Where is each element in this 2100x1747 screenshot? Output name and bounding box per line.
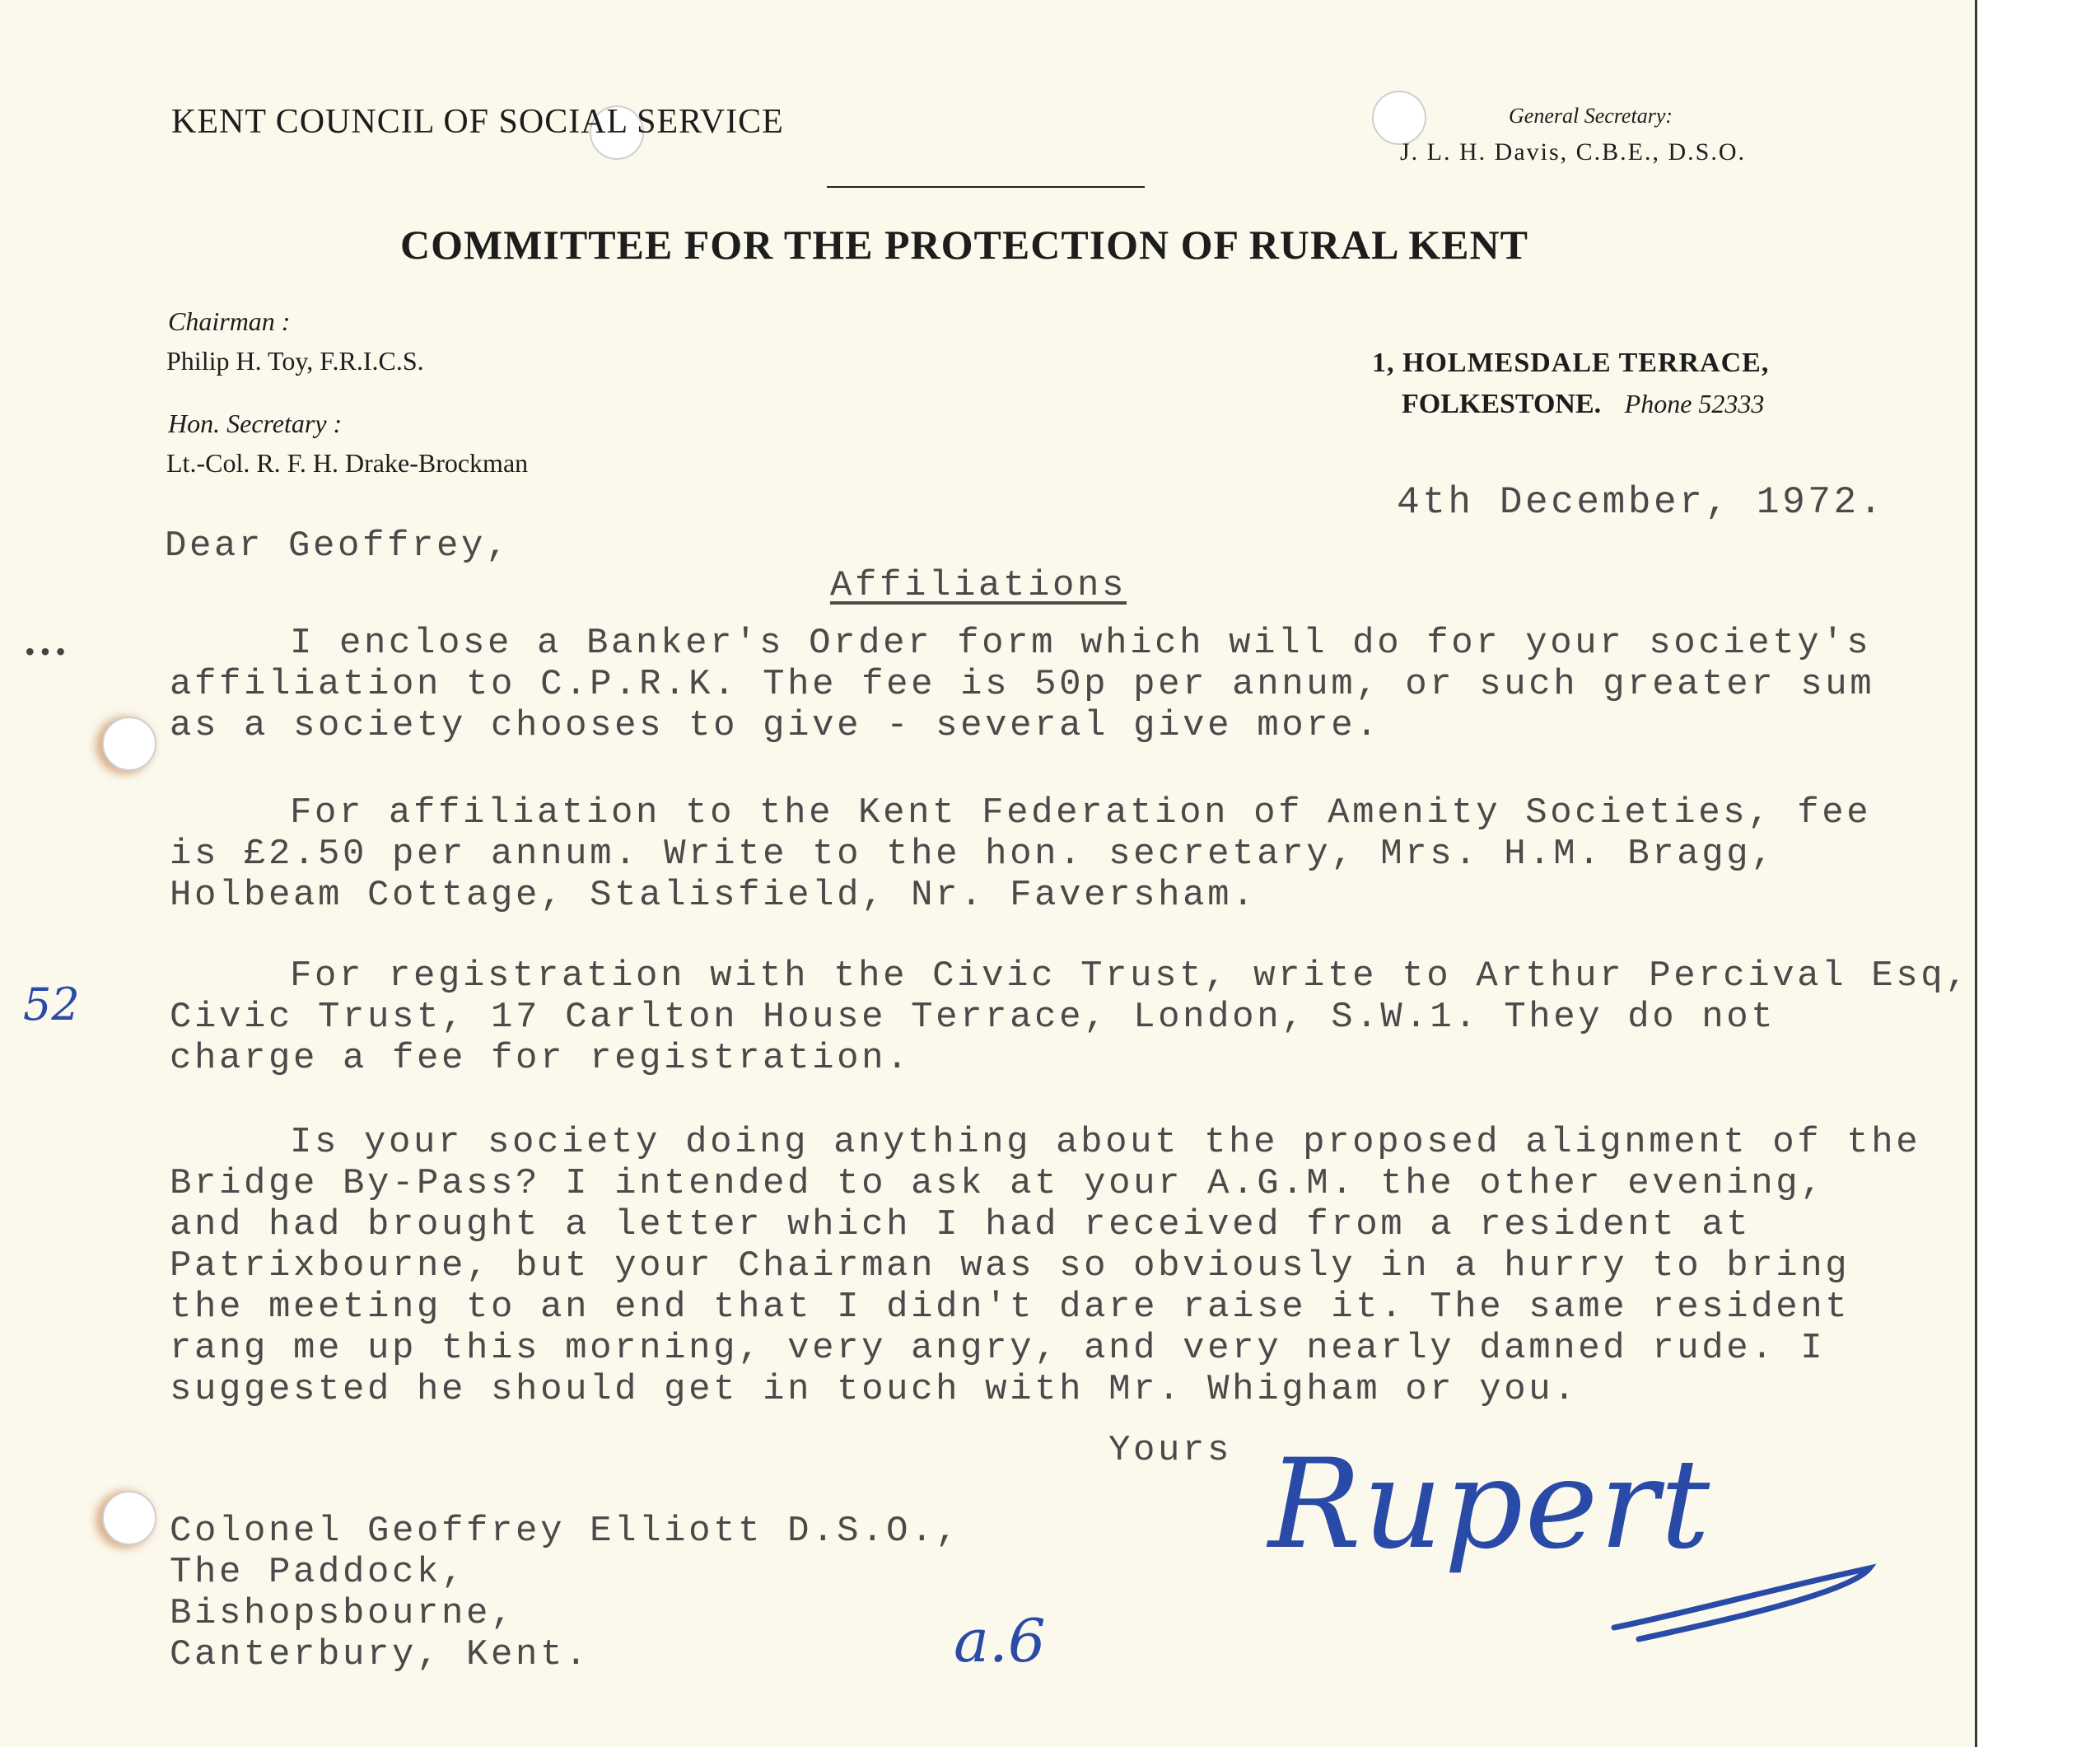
paragraph-3 — [170, 955, 1970, 1079]
paragraph-2 — [170, 792, 1871, 916]
punch-hole-top-right — [1372, 91, 1426, 145]
paragraph-line: Holbeam Cottage, Stalisfield, Nr. Faversham. — [170, 875, 1258, 916]
recipient-line: Colonel Geoffrey Elliott D.S.O., — [170, 1511, 961, 1552]
chairman-name: Philip H. Toy, F.R.I.C.S. — [166, 346, 424, 376]
letter-date: 4th December, 1972. — [1397, 481, 1885, 524]
general-secretary-name: J. L. H. Davis, C.B.E., D.S.O. — [1400, 138, 1747, 166]
paragraph-line: as a society chooses to give - several give more. — [170, 705, 1381, 746]
signature: Rupert — [1268, 1433, 1712, 1577]
paragraph-line: Patrixbourne, but your Chairman was so obviously in a hurry to bring — [170, 1245, 1850, 1287]
recipient-line: Canterbury, Kent. — [170, 1634, 590, 1675]
paragraph-line: affiliation to C.P.R.K. The fee is 50p per annum, or such greater sum — [170, 664, 1875, 705]
hon-secretary-name: Lt.-Col. R. F. H. Drake-Brockman — [166, 448, 529, 478]
town: FOLKESTONE. — [1402, 389, 1602, 419]
margin-dots: ••• — [25, 635, 71, 668]
recipient-line: The Paddock, — [170, 1552, 467, 1593]
punch-hole-middle — [102, 717, 156, 771]
general-secretary-label: General Secretary: — [1509, 104, 1673, 128]
header-divider — [827, 186, 1145, 188]
hon-secretary-label: Hon. Secretary : — [168, 409, 343, 438]
committee-title: COMMITTEE FOR THE PROTECTION OF RURAL KENT — [400, 222, 1528, 268]
margin-note: 52 — [23, 979, 80, 1030]
paragraph-line: and had brought a letter which I had received from a resident at — [170, 1204, 1752, 1245]
reference-note: a.6 — [954, 1606, 1046, 1675]
chairman-label: Chairman : — [168, 306, 291, 336]
address-line-1: 1, HOLMESDALE TERRACE, — [1372, 348, 1770, 378]
paragraph-1 — [170, 623, 1874, 746]
paragraph-line: I enclose a Banker's Order form which will do for your society's — [290, 623, 1872, 664]
paragraph-4 — [170, 1122, 1920, 1410]
recipient-line: Bishopsbourne, — [170, 1593, 516, 1634]
paragraph-line: Bridge By-Pass? I intended to ask at your A.G.M. the other evening, — [170, 1163, 1826, 1204]
paragraph-line: Is your society doing anything about the proposed alignment of the — [290, 1122, 1921, 1163]
paragraph-line: is £2.50 per annum. Write to the hon. secretary, Mrs. H.M. Bragg, — [170, 834, 1776, 875]
signature-flourish — [1606, 1557, 1886, 1647]
organisation-name: KENT COUNCIL OF SOCIAL SERVICE — [171, 103, 784, 141]
paragraph-line: charge a fee for registration. — [170, 1038, 912, 1079]
paragraph-line: the meeting to an end that I didn't dare raise it. The same resident — [170, 1287, 1850, 1328]
subject-heading: Affiliations — [830, 565, 1127, 606]
salutation: Dear Geoffrey, — [165, 526, 511, 567]
paragraph-line: suggested he should get in touch with Mr. Whigham or you. — [170, 1369, 1579, 1410]
closing: Yours — [1108, 1430, 1233, 1471]
paragraph-line: Civic Trust, 17 Carlton House Terrace, London, S.W.1. They do not — [170, 997, 1776, 1038]
address-line-2 — [1402, 389, 1764, 420]
paragraph-line: For affiliation to the Kent Federation of Amenity Societies, fee — [290, 792, 1872, 834]
paragraph-line: For registration with the Civic Trust, write to Arthur Percival Esq, — [290, 955, 1971, 997]
phone-number: Phone 52333 — [1624, 389, 1765, 418]
recipient-address — [170, 1511, 960, 1675]
punch-hole-bottom — [102, 1491, 156, 1545]
paragraph-line: rang me up this morning, very angry, and very nearly damned rude. I — [170, 1328, 1826, 1369]
